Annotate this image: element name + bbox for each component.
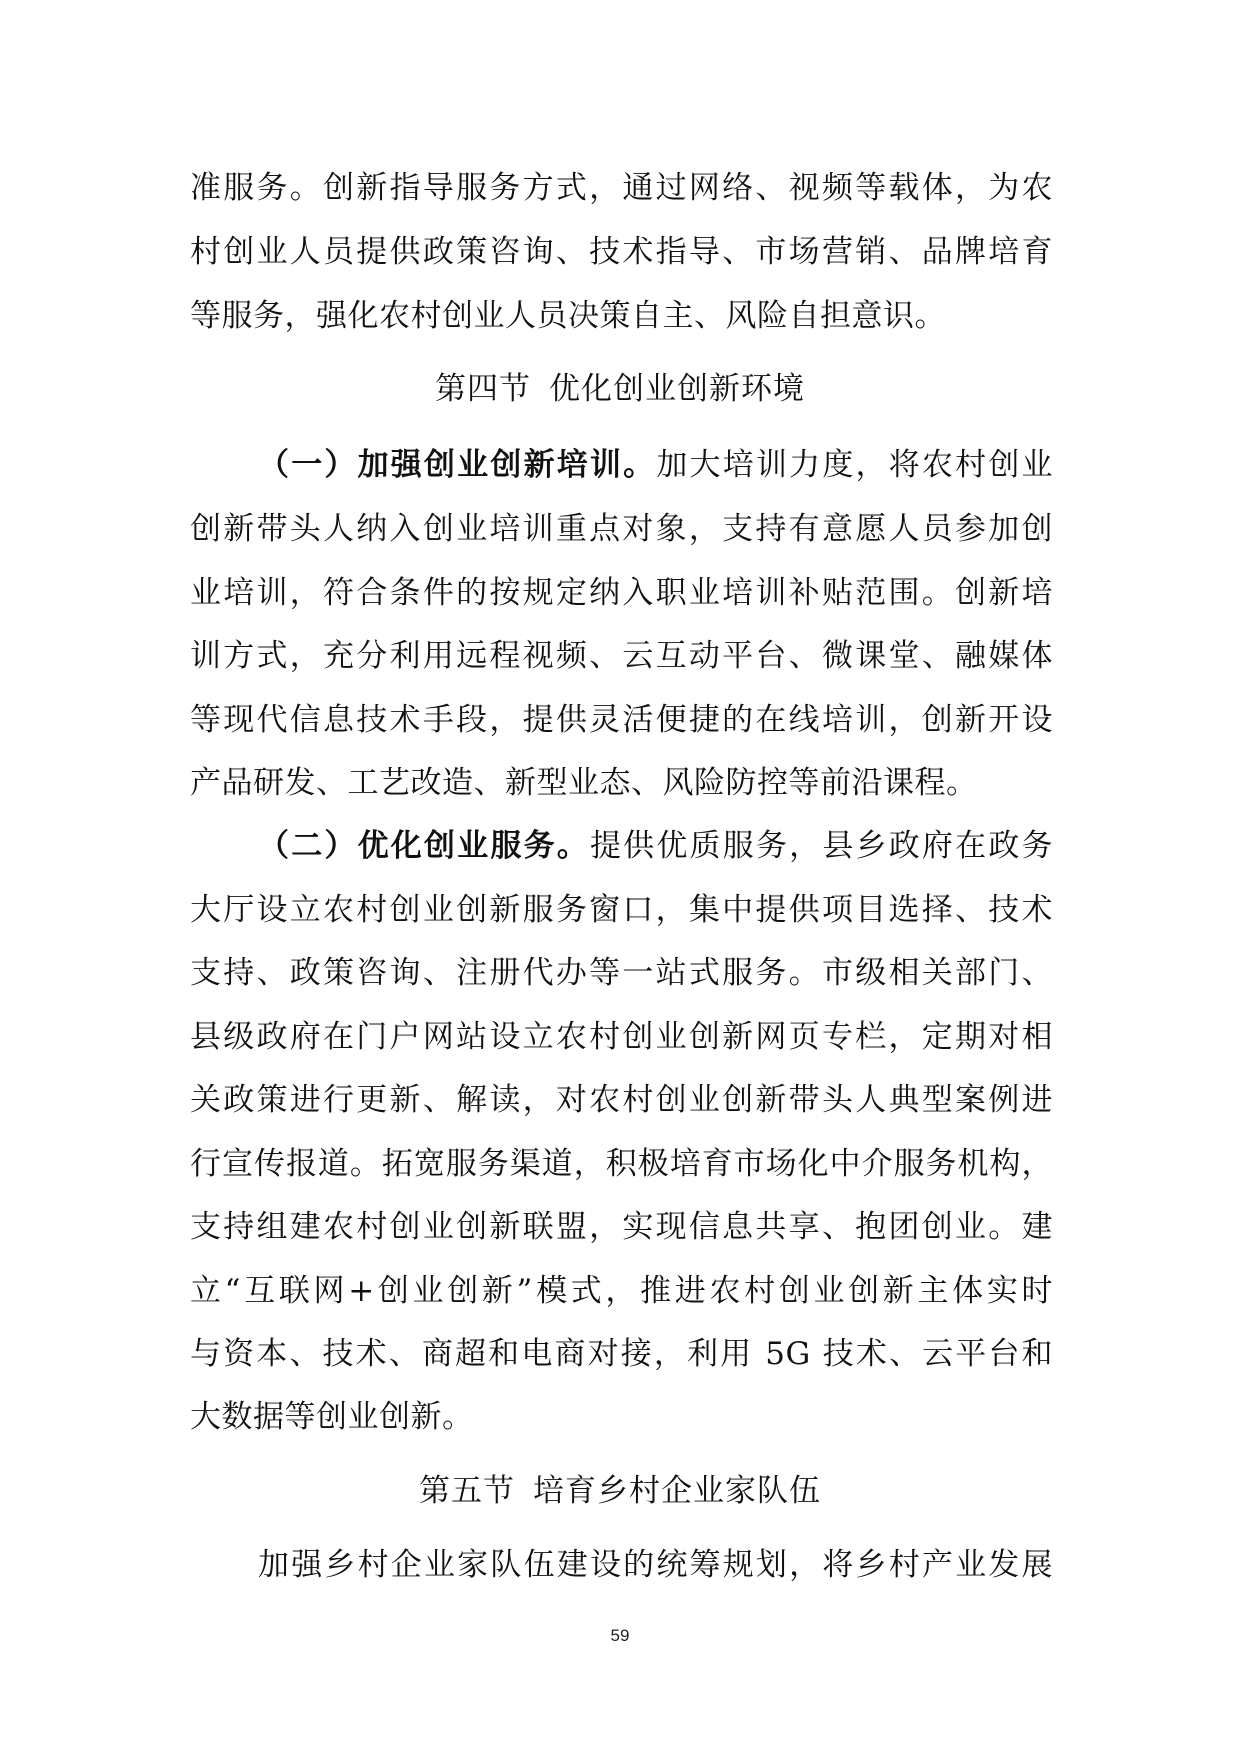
text-line: 支持、政策咨询、注册代办等一站式服务。市级相关部门、 (190, 955, 1053, 991)
section-title: 优化创业创新环境 (549, 371, 805, 407)
section-heading (0, 358, 1240, 420)
page-number: 59 (610, 1626, 630, 1645)
text-line: 村创业人员提供政策咨询、技术指导、市场营销、品牌培育 (190, 234, 1053, 270)
text-line: 行宣传报道。拓宽服务渠道，积极培育市场化中介服务机构， (190, 1146, 1053, 1182)
text-line: 立“互联网+创业创新”模式，推进农村创业创新主体实时 (190, 1273, 1053, 1309)
text-line: 创新带头人纳入创业培训重点对象，支持有意愿人员参加创 (190, 511, 1053, 547)
text-line: 关政策进行更新、解读，对农村创业创新带头人典型案例进 (190, 1082, 1053, 1118)
paragraph-first-line (258, 815, 1053, 877)
text-line: 等现代信息技术手段，提供灵活便捷的在线培训，创新开设 (190, 702, 1053, 738)
paragraph-text: 提供优质服务，县乡政府在政务 (589, 828, 1054, 864)
text-line: 等服务，强化农村创业人员决策自主、风险自担意识。 (190, 298, 946, 334)
text-line: 产品研发、工艺改造、新型业态、风险防控等前沿课程。 (190, 765, 978, 801)
section-number: 第四节 (435, 371, 531, 407)
paragraph-first-line: 加强乡村企业家队伍建设的统筹规划，将乡村产业发展 (258, 1547, 1053, 1583)
text-line: 大数据等创业创新。 (190, 1399, 474, 1435)
text-line: 支持组建农村创业创新联盟，实现信息共享、抱团创业。建 (190, 1209, 1053, 1245)
text-line: 训方式，充分利用远程视频、云互动平台、微课堂、融媒体 (190, 638, 1053, 674)
text-line: 大厅设立农村创业创新服务窗口，集中提供项目选择、技术 (190, 892, 1053, 928)
text-line: 县级政府在门户网站设立农村创业创新网页专栏，定期对相 (190, 1019, 1053, 1055)
paragraph-lead: （一）加强创业创新培训。 (258, 447, 657, 483)
section-title: 培育乡村企业家队伍 (533, 1473, 821, 1509)
paragraph-first-line (258, 434, 1053, 496)
section-number: 第五节 (419, 1473, 515, 1509)
text-line: 业培训，符合条件的按规定纳入职业培训补贴范围。创新培 (190, 575, 1053, 611)
section-heading (0, 1460, 1240, 1522)
paragraph-lead: （二）优化创业服务。 (258, 828, 590, 864)
text-line: 准服务。创新指导服务方式，通过网络、视频等载体，为农 (190, 170, 1053, 206)
paragraph-text: 加大培训力度，将农村创业 (656, 447, 1054, 483)
text-line: 与资本、技术、商超和电商对接，利用 5G 技术、云平台和 (190, 1336, 1053, 1372)
